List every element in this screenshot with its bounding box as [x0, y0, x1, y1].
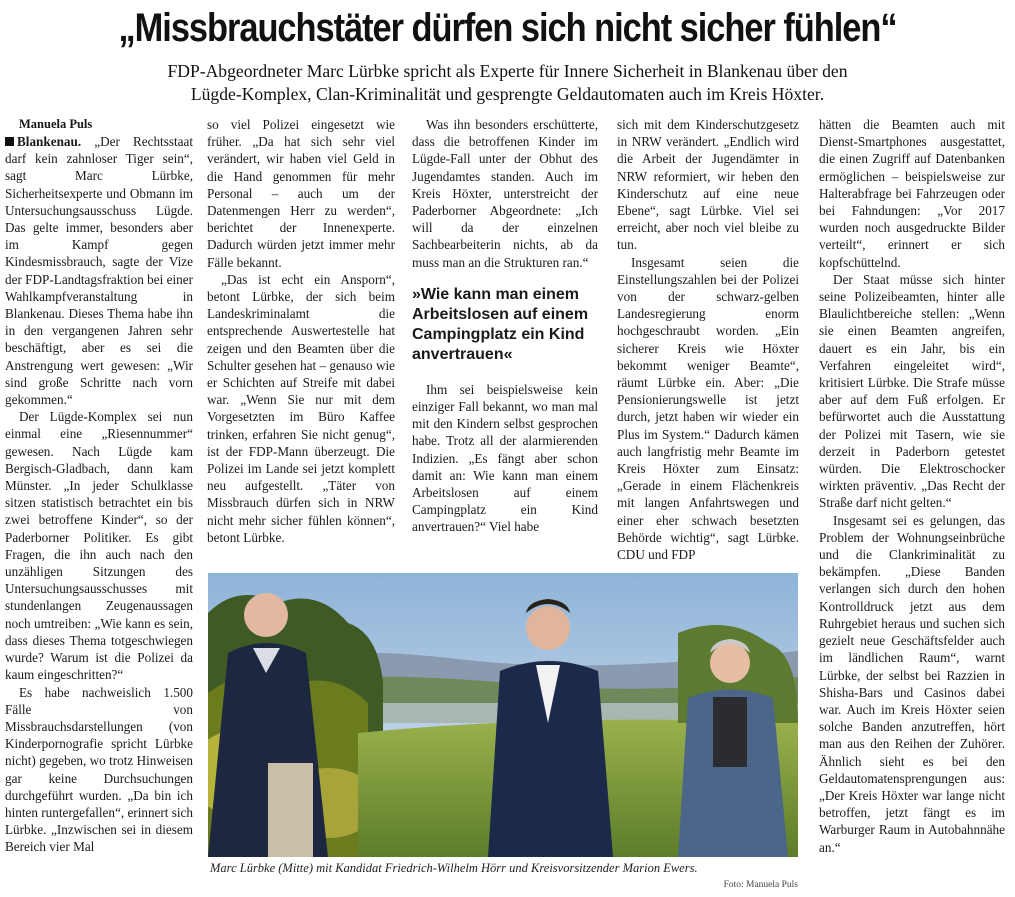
paragraph: hätten die Beamten auch mit Dienst-Smartphones ausgestattet, die einen Zugriff auf Datenbanken ermöglichen – beispielsweise zur Halterabfrage bei Fahrzeugen oder bei Fahndungen: „Vor 2017 wurden noch ausgedruckte Bilder verteilt“, erinnert er sich kopfschüttelnd.	[819, 117, 1005, 270]
paragraph: Der Lügde-Komplex sei nun einmal eine „Riesennummer“ gewesen. Nach Lügde kam Bergisch-Gladbach, dann kam Münster. „In jeder Schulklasse sitzen statistisch betrachtet ein bis zwei betroffene Kinder“, so der Paderborner Politiker. Es gibt Fragen, die ihn auch nach den unzähligen Sitzungen des Untersuchungsausschusses mit stundenlangen Zeugenaussagen noch umtreiben: „Wie kann es sein, dass dieses Thema totgeschwiegen wurde? Warum ist die Polizei da kaum eingeschritten?“	[5, 409, 193, 683]
paragraph: Ihm sei beispielsweise kein einziger Fall bekannt, wo man mal mit den Kindern selbst gesprochen habe. Trotz all der alarmierenden Indizien. „Es fängt aber schon damit an: Wie kann man einem Arbeitslosen auf einem Campingplatz ein Kind anvertrauen?“ Viel habe	[412, 381, 598, 535]
column-3	[412, 116, 598, 536]
paragraph: sich mit dem Kinderschutzgesetz in NRW verändert. „Endlich wird die Arbeit der Jugendämter in NRW reformiert, wir heben den Kinderschutz auf eine neue Ebene“, sagt Lürbke. Viel sei erreicht, aber noch viel bleibe zu tun.	[617, 117, 799, 253]
paragraph: Es habe nachweislich 1.500 Fälle von Missbrauchsdarstellungen (von Kinderpornografie spricht Lürbke nicht) gegeben, wo trotz Hinweisen gar keine Durchsuchungen durchgeführt wurden. „Da bin ich hinten runtergefallen“, erinnert sich Lürbke. „Inzwischen sei in diesem Bereich vier Mal	[5, 684, 193, 855]
paragraph: so viel Polizei eingesetzt wie früher. „Da hat sich sehr viel verändert, wir haben viel Geld in die Hand genommen für mehr Personal – auch um der Datenmengen Herr zu werden“, berichtet der Innenexperte. Dadurch würden jetzt immer mehr Fälle bekannt.	[207, 117, 395, 270]
paragraph: Was ihn besonders erschütterte, dass die betroffenen Kinder im Lügde-Fall unter der Obhut des Jugendamtes standen. Auch im Kreis Höxter, unterstreicht der Paderborner Abgeordnete: „Ich will da der einzelnen Sachbearbeiterin nichts, ab da muss man an die Strukturen ran.“	[412, 117, 598, 270]
column-2	[207, 116, 395, 546]
paragraph: Insgesamt sei es gelungen, das Problem der Wohnungseinbrüche und die Clankriminalität zu bekämpfen. „Diese Banden verlangen sich durch den hohen Kontrolldruck jetzt aus dem Ruhrgebiet heraus und suchen sich gezielt neue Geschäftsfelder auch im ländlichen Raum“, warnt Lürbke, der selbst bei Razzien in Shisha-Bars und Casinos dabei war. Auch im Kreis Höxter seien solche Banden anzutreffen, hört man aus den Reihen der Zuhörer. Ähnlich sieht es bei den Geldautomatensprengungen aus: „Der Kreis Höxter war lange nicht betroffen, jetzt fängt es im Warburger Raum in Autobahnnähe an.“	[819, 512, 1005, 855]
paragraph-text: „Der Rechtsstaat darf kein zahnloser Tiger sein“, sagt Marc Lürbke, Sicherheitsexperte und Obmann im Untersuchungsausschuss Lügde. Das gelte immer, besonders aber im Kampf gegen Kindesmissbrauch, sagte der Vize der FDP-Landtagsfraktion bei einer Wahlkampfveranstaltung in Blankenau. Dieses Thema habe ihn in den vergangenen Jahren sehr beschäftigt, aber es sei die Anstrengung wert gewesen: „Wir sind große Schritte nach vorn gekommen.“	[5, 134, 194, 408]
subheadline-line-1: FDP-Abgeordneter Marc Lürbke spricht als Experte für Innere Sicherheit in Blankenau über den	[167, 61, 848, 81]
column-1	[5, 116, 193, 856]
photo-caption: Marc Lürbke (Mitte) mit Kandidat Friedrich-Wilhelm Hörr und Kreisvorsitzender Marion Ewers.	[210, 861, 698, 875]
paragraph: „Das ist echt ein Ansporn“, betont Lürbke, der sich beim Landeskriminalamt die entsprechende Auswertestelle hat zeigen und den Beamten über die Schulter gesehen hat – genauso wie er Schichten auf Streife mit dabei war. „Wenn Sie nur mit dem Vorgesetzten im Büro Kaffee trinken, erfahren Sie nicht genug“, ist der FDP-Mann überzeugt. Die Polizei im Lande sei jetzt komplett neu aufgestellt. „Täter von Missbrauch dürfen sich in NRW nicht mehr sicher fühlen können“, betont Lürbke.	[207, 271, 395, 545]
photo-credit: Foto: Manuela Puls	[723, 880, 798, 890]
photo-illustration	[208, 573, 798, 857]
headline: „Missbrauchstäter dürfen sich nicht sicher fühlen“	[118, 6, 897, 50]
article-photo	[208, 573, 798, 857]
lead-paragraph	[5, 133, 193, 408]
column-4	[617, 116, 799, 563]
paragraph: Insgesamt seien die Einstellungszahlen bei der Polizei von der schwarz-gelben Landesregierung enorm hochgeschraubt worden. „Ein sicherer Kreis wie Höxter bekommt weniger Beamte“, räumt Lürbke ein. Aber: „Die Pensionierungswelle ist jetzt durch, jetzt haben wir wieder ein Plus im System.“ Dadurch kämen auch langfristig mehr Beamte im Kreis Höxter zum Einsatz: „Gerade in einem Flächenkreis mit langen Anfahrtswegen und einer eher schwach besetzten Behörde wichtig“, sagt Lürbke. CDU und FDP	[617, 254, 799, 563]
column-5	[819, 116, 1005, 856]
subheadline-line-2: Lügde-Komplex, Clan-Kriminalität und gesprengte Geldautomaten auch im Kreis Höxter.	[190, 84, 825, 104]
subheadline	[20, 60, 995, 106]
paragraph: Der Staat müsse sich hinter seine Polizeibeamten, hinter alle Blaulichtbereiche stellen: „Wenn sie einen Beamten angreifen, dauert es ein Jahr, bis ein Verfahren eingeleitet wird“, kritisiert Lürbke. Die Strafe müsse aber auf dem Fuß erfolgen. Er befürwortet auch die Ausstattung der Polizei mit Tasern, wie sie derzeit in Paderborn getestet würden. Die Elektroschocker wirkten präventiv. „Das Recht der Straße darf nicht gelten.“	[819, 271, 1005, 511]
author-name: Manuela Puls	[19, 117, 93, 131]
square-bullet-icon	[5, 137, 14, 146]
dateline: Blankenau.	[17, 134, 82, 149]
intertitle-quote: »Wie kann man einem Arbeitslosen auf einem Campingplatz ein Kind anvertrauen«	[412, 285, 589, 363]
